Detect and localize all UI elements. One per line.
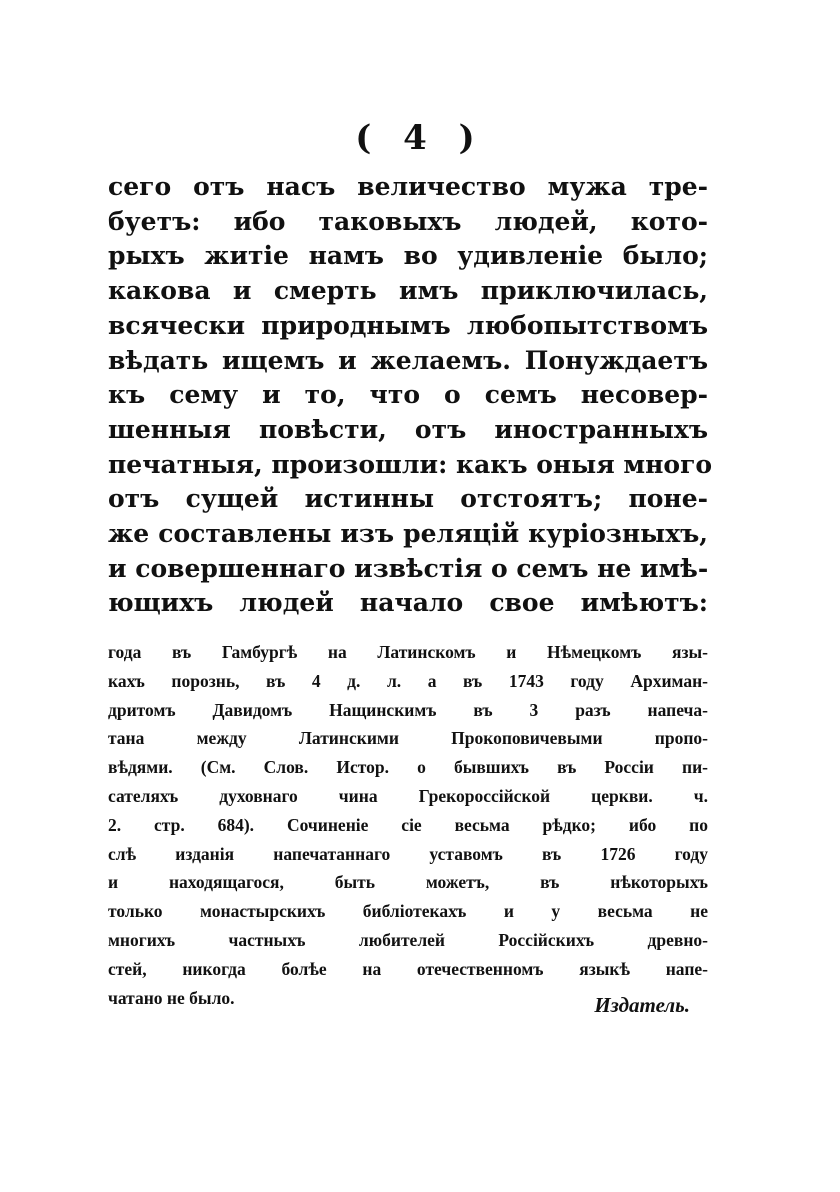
footnote-line: сателяхъ духовнаго чина Грекороссійской церкви. ч. [108, 785, 708, 806]
footnote-line: только монастырскихъ библіотекахъ и у весьма не [108, 901, 708, 922]
footnote-line: года въ Гамбургѣ на Латинскомъ и Нѣмецкомъ язы- [108, 642, 708, 662]
main-text-line: же составлены изъ реляцій куріозныхъ, [108, 519, 708, 549]
footnote-line: слѣ изданія напечатаннаго уставомъ въ 1726 году [108, 843, 708, 864]
main-text-line: сего отъ насъ величество мужа тре- [108, 172, 708, 201]
main-text-line: вѣдать ищемъ и желаемъ. Понуждаетъ [108, 345, 708, 375]
footnote-line: чатано не было. [108, 987, 235, 1008]
footnote-line: дритомъ Давидомъ Нащинскимъ въ 3 разъ напеча- [108, 699, 708, 720]
footnote-line: многихъ частныхъ любителей Россійскихъ древно- [108, 929, 708, 950]
footnote-line: и находящагося, быть можетъ, въ нѣкоторыхъ [108, 872, 708, 893]
footnote-line: кахъ порознь, въ 4 д. л. а въ 1743 году Архиман- [108, 670, 708, 691]
footnote [108, 638, 708, 1012]
signature: Издатель. [594, 993, 690, 1017]
main-text-line: ющихъ людей начало свое имѣютъ: [108, 588, 708, 618]
footnote-line: вѣдями. (См. Слов. Истор. о бывшихъ въ Россіи пи- [108, 757, 708, 778]
main-text-line: всячески природнымъ любопытствомъ [108, 310, 708, 340]
main-text-line: и совершеннаго извѣстія о семъ не имѣ- [108, 553, 709, 583]
main-text-line: печатныя, произошли: какъ оныя много [108, 449, 713, 479]
footnote-line: стей, никогда болѣе на отечественномъ языкѣ напе- [108, 958, 708, 979]
main-text-line: шенныя повѣсти, отъ иностранныхъ [108, 414, 708, 444]
page-number: ( 4 ) [355, 118, 485, 158]
main-text-line: рыхъ житіе намъ во удивленіе было; [108, 241, 708, 271]
main-text-line: какова и смерть имъ приключилась, [108, 276, 708, 306]
main-text-line: отъ сущей истинны отстоятъ; поне- [108, 484, 708, 514]
main-text-line: къ сему и то, что о семъ несовер- [108, 380, 708, 410]
main-text [108, 170, 713, 621]
footnote-line: 2. стр. 684). Сочиненіе сіе весьма рѣдко; ибо по [108, 814, 708, 835]
footnote-line: тана между Латинскими Прокоповичевыми пропо- [108, 728, 708, 749]
main-text-line: буетъ: ибо таковыхъ людей, кото- [108, 206, 708, 236]
